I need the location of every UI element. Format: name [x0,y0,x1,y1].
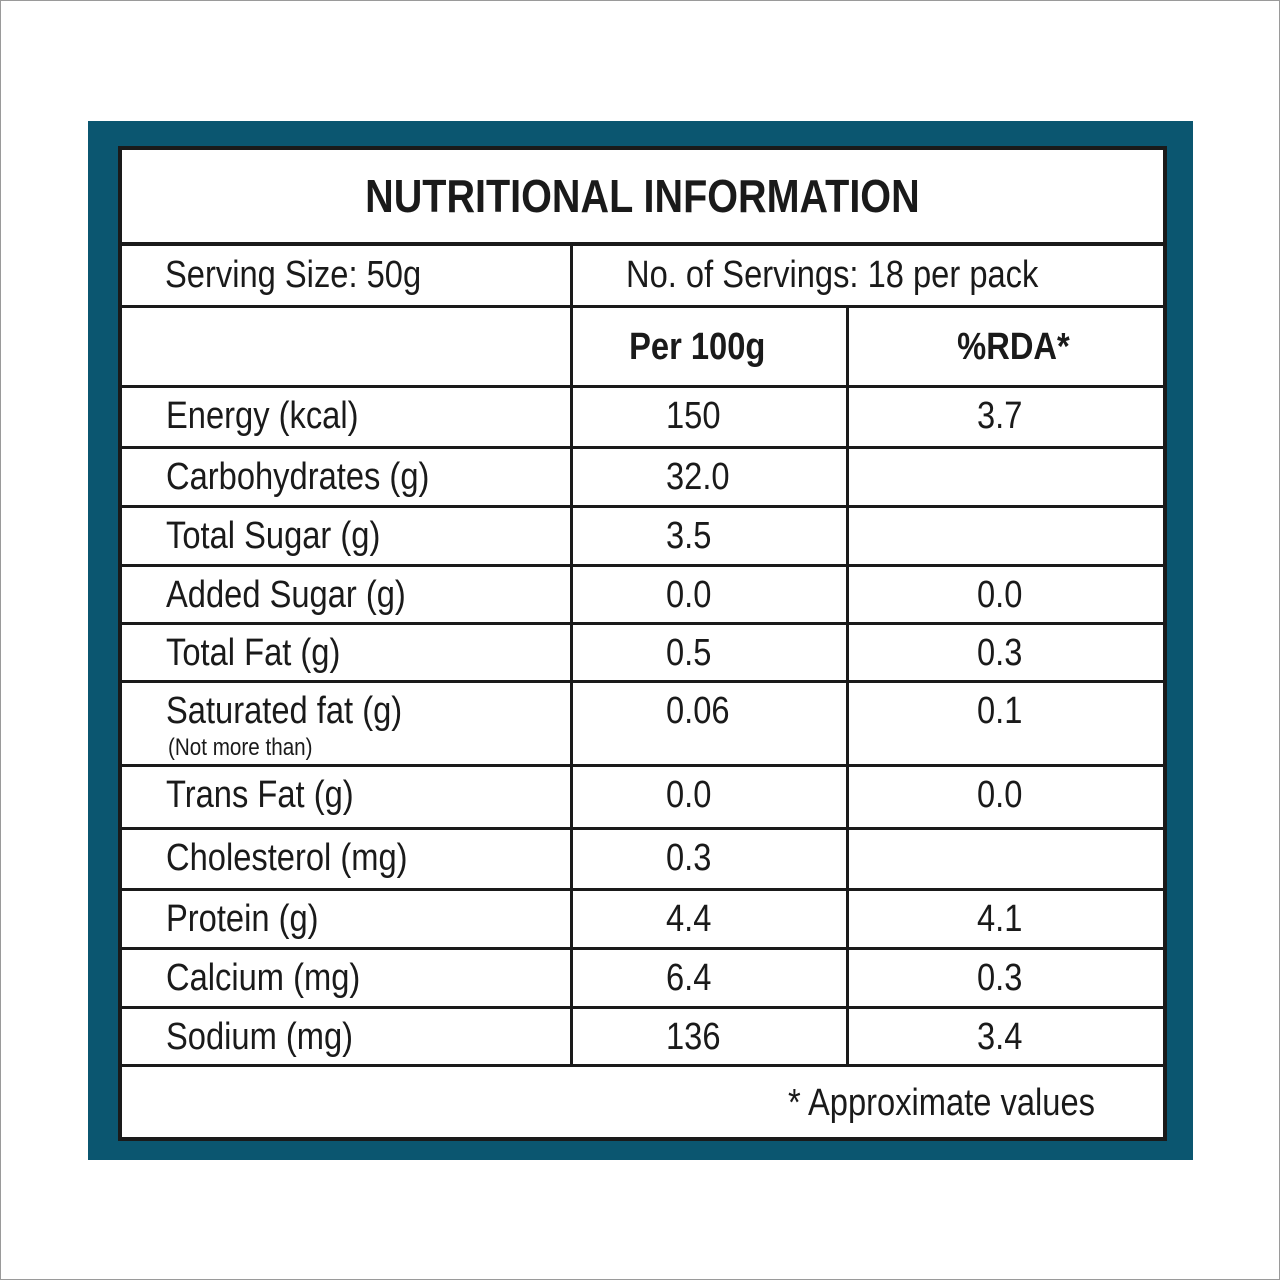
nutrient-name: Cholesterol (mg) [166,837,408,879]
nutrient-name: Calcium (mg) [166,957,361,999]
table-row-divider [122,446,1163,449]
per100g-value: 0.06 [666,690,730,732]
table-row-divider [122,305,1163,308]
nutrient-note: (Not more than) [168,734,313,761]
per100g-value: 0.3 [666,837,712,879]
per100g-value: 136 [666,1016,721,1058]
nutrition-label [118,146,1167,1141]
nutrient-name: Total Fat (g) [166,632,341,674]
rda-value: 0.3 [977,957,1023,999]
per100g-value: 0.0 [666,774,712,816]
nutrient-name: Carbohydrates (g) [166,456,430,498]
nutrient-name: Sodium (mg) [166,1016,354,1058]
nutrient-name: Saturated fat (g) [166,690,403,732]
per100g-value: 0.5 [666,632,712,674]
per100g-value: 0.0 [666,574,712,616]
title-row [122,150,1163,246]
per100g-value: 32.0 [666,456,730,498]
rda-value: 3.4 [977,1016,1023,1058]
table-column-divider [570,242,573,1064]
table-row-divider [122,505,1163,508]
table-row-divider [122,680,1163,683]
per100g-value: 6.4 [666,957,712,999]
footnote: * Approximate values [788,1082,1096,1124]
table-row-divider [122,947,1163,950]
table-row-divider [122,1006,1163,1009]
table-column-divider [846,305,849,1064]
rda-value: 0.1 [977,690,1023,732]
nutrient-name: Energy (kcal) [166,395,359,437]
nutrient-name: Total Sugar (g) [166,515,381,557]
column-header-rda: %RDA* [957,326,1070,368]
nutrient-name: Trans Fat (g) [166,774,354,816]
table-row-divider [122,622,1163,625]
table-row-divider [122,827,1163,830]
table-row-divider [122,564,1163,567]
nutrient-name: Added Sugar (g) [166,574,406,616]
servings-count: No. of Servings: 18 per pack [626,254,1039,296]
rda-value: 4.1 [977,898,1023,940]
nutrient-name: Protein (g) [166,898,319,940]
table-row-divider [122,385,1163,388]
per100g-value: 150 [666,395,721,437]
column-header-per100g: Per 100g [629,326,766,368]
serving-size: Serving Size: 50g [165,254,422,296]
table-row-divider [122,1064,1163,1067]
per100g-value: 4.4 [666,898,712,940]
label-title: NUTRITIONAL INFORMATION [365,170,920,222]
per100g-value: 3.5 [666,515,712,557]
rda-value: 0.3 [977,632,1023,674]
rda-value: 3.7 [977,395,1023,437]
rda-value: 0.0 [977,574,1023,616]
rda-value: 0.0 [977,774,1023,816]
table-row-divider [122,888,1163,891]
table-row-divider [122,764,1163,767]
